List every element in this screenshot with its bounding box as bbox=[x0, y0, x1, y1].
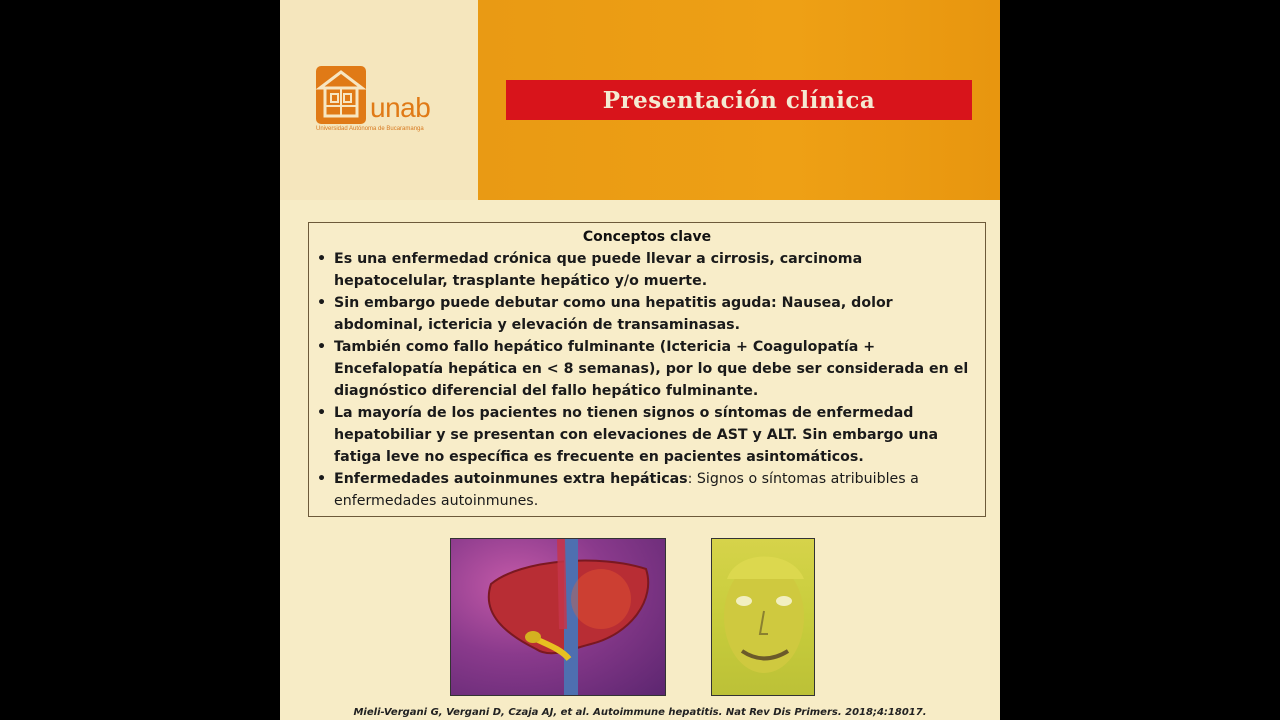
list-item-bold: Es una enfermedad crónica que puede llevar a cirrosis, carcinoma hepatocelular, trasplante hepático y/o muerte. bbox=[334, 251, 863, 289]
citation: Mieli-Vergani G, Vergani D, Czaja AJ, et al. Autoimmune hepatitis. Nat Rev Dis Primers. 2018;4:18017. bbox=[353, 707, 927, 718]
slide-title: Presentación clínica bbox=[602, 86, 876, 114]
list-item-bold: La mayoría de los pacientes no tienen signos o síntomas de enfermedad hepatobiliar y se presentan con elevaciones de AST y ALT. Sin embargo una fatiga leve no específica es frecuente en pacientes asintomáticos. bbox=[334, 405, 939, 465]
unab-logo bbox=[316, 66, 456, 138]
list-item-normal: : Signos o síntomas atribuibles a enfermedades autoinmunes. bbox=[334, 471, 919, 509]
bullet-icon: • bbox=[317, 251, 327, 267]
slide bbox=[280, 0, 1000, 720]
building-icon bbox=[316, 66, 366, 124]
key-concepts-box bbox=[308, 222, 986, 517]
key-concepts-list bbox=[317, 248, 977, 512]
list-item-bold: Enfermedades autoinmunes extra hepáticas bbox=[334, 471, 688, 487]
key-concepts-heading: Conceptos clave bbox=[582, 229, 712, 245]
liver-illustration bbox=[450, 538, 666, 696]
list-item bbox=[317, 292, 977, 336]
bullet-icon: • bbox=[317, 471, 327, 487]
title-bar bbox=[506, 80, 972, 120]
list-item bbox=[317, 248, 977, 292]
jaundice-patient-photo bbox=[711, 538, 815, 696]
bullet-icon: • bbox=[317, 339, 327, 355]
bullet-icon: • bbox=[317, 295, 327, 311]
bullet-icon: • bbox=[317, 405, 327, 421]
list-item bbox=[317, 468, 977, 512]
list-item-bold: También como fallo hepático fulminante (Ictericia + Coagulopatía + Encefalopatía hepática en < 8 semanas), por lo que debe ser considerada en el diagnóstico diferencial del fallo hepático fulminante. bbox=[334, 339, 969, 399]
list-item bbox=[317, 336, 977, 402]
list-item-bold: Sin embargo puede debutar como una hepatitis aguda: Nausea, dolor abdominal, ictericia y elevación de transaminasas. bbox=[334, 295, 893, 333]
logo-wordmark: unab bbox=[370, 92, 431, 123]
list-item bbox=[317, 402, 977, 468]
logo-subtitle: Universidad Autónoma de Bucaramanga bbox=[316, 126, 424, 132]
